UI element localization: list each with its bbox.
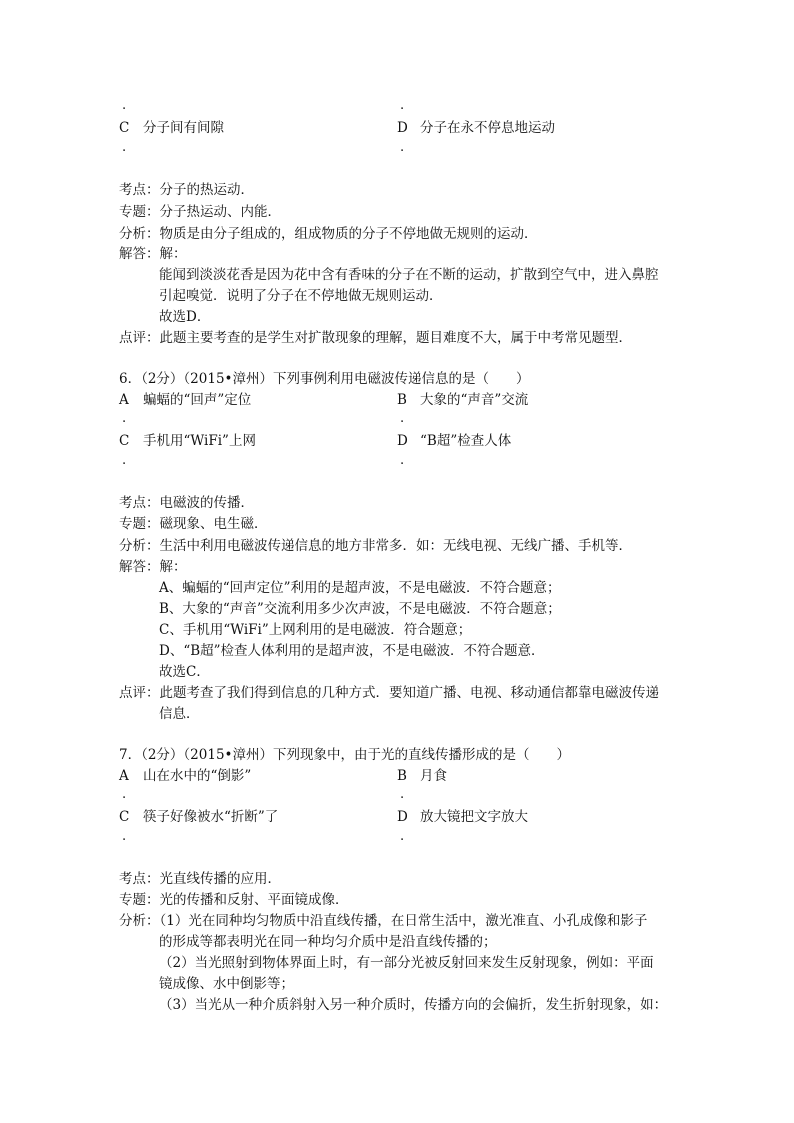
option-text: 分子间有间隙 xyxy=(143,120,224,136)
option-letter: C xyxy=(119,433,130,449)
option-text: 蝙蝠的“回声”定位 xyxy=(143,392,252,408)
option-dot: . xyxy=(122,453,127,468)
option-text: 山在水中的“倒影” xyxy=(143,768,252,784)
jieda-line: B、大象的“声音”交流利用多少次声波，不是电磁波．不符合题意； xyxy=(159,601,561,617)
option-dot: . xyxy=(400,787,405,802)
fenxi-line: 的形成等都表明光在同一种均匀介质中是沿直线传播的； xyxy=(159,934,497,950)
option-letter: B xyxy=(397,392,407,408)
option-dot: . xyxy=(400,98,405,113)
question-stem: 7．（2分）（2015•漳州）下列现象中，由于光的直线传播形成的是（ ） xyxy=(119,747,570,763)
dianping-line: 信息． xyxy=(159,706,200,722)
option-dot: . xyxy=(400,453,405,468)
option-dot: . xyxy=(122,411,127,426)
option-letter: D xyxy=(397,120,408,136)
option-text: 放大镜把文字放大 xyxy=(420,809,528,825)
kaodian-line: 考点：光直线传播的应用． xyxy=(119,871,281,887)
question-stem: 6．（2分）（2015•漳州）下列事例利用电磁波传递信息的是（ ） xyxy=(119,371,530,387)
jieda-line: A、蝙蝠的“回声定位”利用的是超声波，不是电磁波．不符合题意； xyxy=(159,580,561,596)
zhuanti-line: 专题：磁现象、电生磁． xyxy=(119,516,268,532)
dianping-line: 点评：此题考查了我们得到信息的几种方式．要知道广播、电视、移动通信都靠电磁波传递 xyxy=(119,685,659,701)
fenxi-line: （2）当光照射到物体界面上时，有一部分光被反射回来发生反射现象，例如：平面 xyxy=(159,955,654,971)
option-letter: B xyxy=(397,768,407,784)
option-text: 筷子好像被水“折断”了 xyxy=(143,809,279,825)
jieda-line: C、手机用“WiFi”上网利用的是电磁波．符合题意； xyxy=(159,622,472,638)
jieda-line: 故选C． xyxy=(159,664,210,680)
option-text: 月食 xyxy=(420,768,447,784)
jieda-line: 引起嗅觉．说明了分子在不停地做无规则运动． xyxy=(159,288,443,304)
jieda-label: 解答：解： xyxy=(119,246,187,262)
option-letter: D xyxy=(397,433,408,449)
kaodian-line: 考点：电磁波的传播． xyxy=(119,495,254,511)
option-letter: C xyxy=(119,120,130,136)
fenxi-line: 镜成像、水中倒影等； xyxy=(159,976,294,992)
option-text: 分子在永不停息地运动 xyxy=(420,120,555,136)
jieda-line: 故选D． xyxy=(159,309,211,325)
dianping-line: 点评：此题主要考查的是学生对扩散现象的理解，题目难度不大，属于中考常见题型． xyxy=(119,330,632,346)
option-text: “B超”检查人体 xyxy=(420,433,512,449)
fenxi-line: （3）当光从一种介质斜射入另一种介质时，传播方向的会偏折，发生折射现象，如： xyxy=(159,997,668,1013)
option-dot: . xyxy=(122,787,127,802)
jieda-label: 解答：解： xyxy=(119,559,187,575)
option-letter: A xyxy=(119,392,129,408)
fenxi-line: 分析：物质是由分子组成的，组成物质的分子不停地做无规则的运动． xyxy=(119,226,538,242)
option-text: 手机用“WiFi”上网 xyxy=(143,433,256,449)
option-dot: . xyxy=(122,98,127,113)
kaodian-line: 考点：分子的热运动． xyxy=(119,182,254,198)
option-letter: A xyxy=(119,768,129,784)
option-dot: . xyxy=(400,411,405,426)
fenxi-line: 分析：（1）光在同种均匀物质中沿直线传播，在日常生活中，激光准直、小孔成像和影子 xyxy=(119,913,648,929)
zhuanti-line: 专题：分子热运动、内能． xyxy=(119,204,281,220)
option-text: 大象的“声音”交流 xyxy=(420,392,529,408)
option-letter: C xyxy=(119,809,130,825)
jieda-line: 能闻到淡淡花香是因为花中含有香味的分子在不断的运动，扩散到空气中，进入鼻腔 xyxy=(159,267,659,283)
option-dot: . xyxy=(122,829,127,844)
jieda-line: D、“B超”检查人体利用的是超声波，不是电磁波．不符合题意． xyxy=(159,643,545,659)
option-letter: D xyxy=(397,809,408,825)
option-dot: . xyxy=(400,140,405,155)
option-dot: . xyxy=(400,829,405,844)
zhuanti-line: 专题：光的传播和反射、平面镜成像． xyxy=(119,892,349,908)
option-dot: . xyxy=(122,140,127,155)
fenxi-line: 分析：生活中利用电磁波传递信息的地方非常多．如：无线电视、无线广播、手机等． xyxy=(119,538,632,554)
